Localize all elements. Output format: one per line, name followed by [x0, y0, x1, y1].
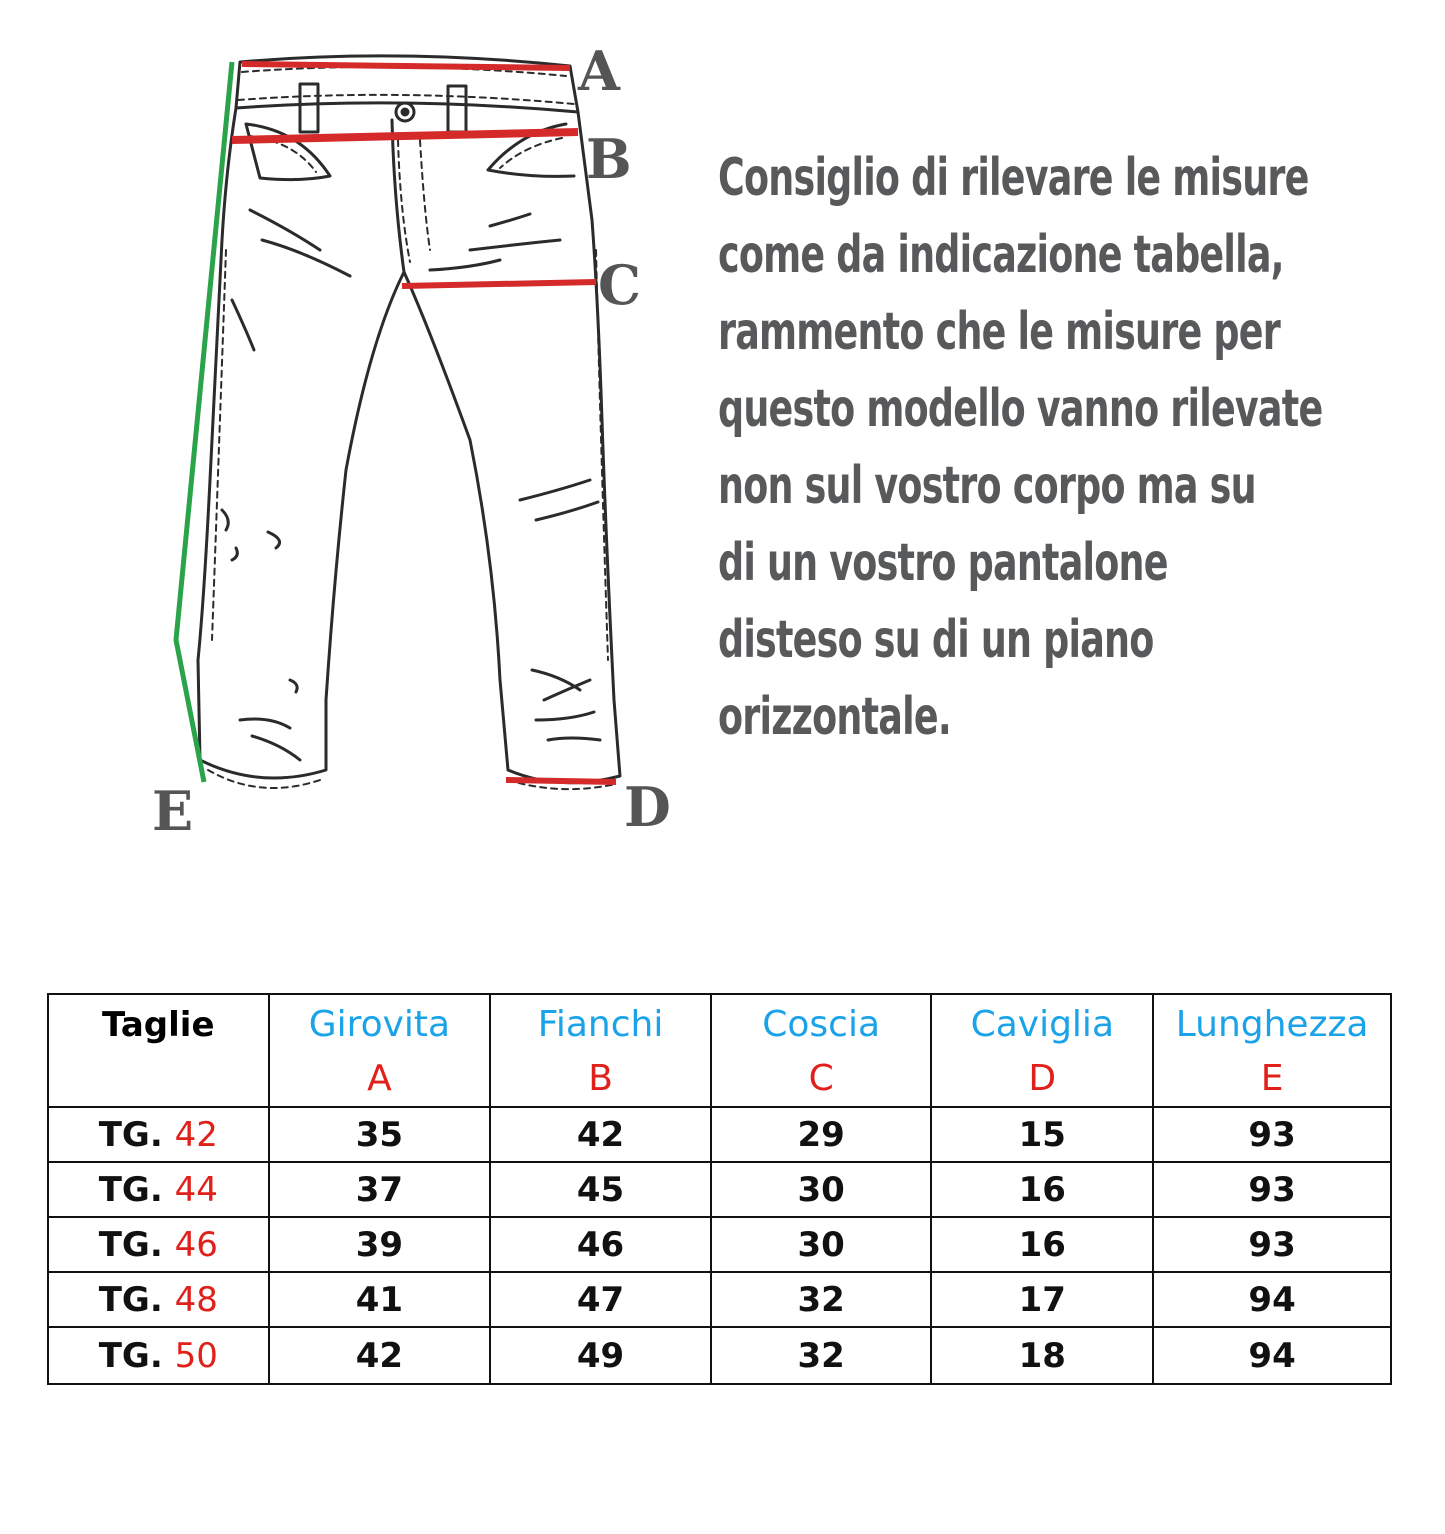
ankle-cell: 16: [931, 1217, 1153, 1272]
size-cell: [48, 1327, 269, 1384]
table-row: [48, 1107, 1391, 1162]
ankle-measure-line: [506, 780, 616, 782]
hips-cell: 49: [490, 1327, 711, 1384]
header-hips: [490, 994, 711, 1107]
size-prefix: TG.: [98, 1279, 163, 1320]
instruction-line: non sul vostro corpo ma su: [718, 456, 1256, 516]
size-number: 42: [174, 1114, 218, 1155]
waist-cell: 39: [269, 1217, 491, 1272]
hips-cell: 45: [490, 1162, 711, 1217]
waist-cell: 42: [269, 1327, 491, 1384]
size-cell: [48, 1107, 269, 1162]
header-letter: D: [1028, 1058, 1057, 1099]
header-label: Fianchi: [537, 1004, 664, 1045]
header-sizes: [48, 994, 269, 1107]
length-cell: 93: [1153, 1162, 1391, 1217]
table-row: [48, 1217, 1391, 1272]
length-measure-line: [176, 62, 232, 782]
thigh-measure-line: [402, 282, 596, 286]
length-cell: 93: [1153, 1217, 1391, 1272]
length-cell: 94: [1153, 1272, 1391, 1327]
size-cell: [48, 1162, 269, 1217]
thigh-cell: 29: [711, 1107, 932, 1162]
size-cell: [48, 1217, 269, 1272]
header-thigh: [711, 994, 932, 1107]
ankle-cell: 18: [931, 1327, 1153, 1384]
table-row: [48, 1327, 1391, 1384]
size-cell: [48, 1272, 269, 1327]
instruction-line: rammento che le misure per: [718, 302, 1280, 362]
size-prefix: TG.: [98, 1224, 163, 1265]
size-prefix: TG.: [98, 1335, 163, 1376]
label-d: D: [624, 775, 671, 839]
header-waist: [269, 994, 491, 1107]
instruction-line: disteso su di un piano: [718, 610, 1154, 670]
table-header-row: [48, 994, 1391, 1107]
label-c: C: [598, 253, 641, 317]
header-label: Girovita: [308, 1004, 451, 1045]
thigh-cell: 30: [711, 1217, 932, 1272]
ankle-cell: 16: [931, 1162, 1153, 1217]
measurement-instructions: [718, 140, 1323, 756]
instruction-line: orizzontale.: [718, 687, 951, 747]
header-letter: B: [588, 1058, 613, 1099]
thigh-cell: 32: [711, 1272, 932, 1327]
hips-cell: 47: [490, 1272, 711, 1327]
label-e: E: [152, 779, 194, 840]
header-ankle: [931, 994, 1153, 1107]
instruction-line: questo modello vanno rilevate: [718, 379, 1323, 439]
jeans-measurement-diagram: [140, 40, 700, 840]
waist-cell: 35: [269, 1107, 491, 1162]
header-letter: C: [808, 1058, 834, 1099]
instruction-line: di un vostro pantalone: [718, 533, 1168, 593]
jeans-outline: [198, 56, 620, 789]
length-cell: 93: [1153, 1107, 1391, 1162]
size-chart-table: [47, 993, 1392, 1385]
size-number: 46: [174, 1224, 218, 1265]
instruction-line: come da indicazione tabella,: [718, 225, 1284, 285]
waist-measure-line: [242, 64, 570, 68]
thigh-cell: 32: [711, 1327, 932, 1384]
ankle-cell: 15: [931, 1107, 1153, 1162]
waist-cell: 41: [269, 1272, 491, 1327]
label-b: B: [586, 127, 632, 191]
hips-cell: 42: [490, 1107, 711, 1162]
ankle-cell: 17: [931, 1272, 1153, 1327]
header-length: [1153, 994, 1391, 1107]
waist-cell: 37: [269, 1162, 491, 1217]
length-cell: 94: [1153, 1327, 1391, 1384]
size-prefix: TG.: [98, 1169, 163, 1210]
header-letter: A: [367, 1058, 392, 1099]
size-prefix: TG.: [98, 1114, 163, 1155]
header-label: Lunghezza: [1175, 1004, 1369, 1045]
hips-cell: 46: [490, 1217, 711, 1272]
header-label: Taglie: [102, 1005, 215, 1045]
thigh-cell: 30: [711, 1162, 932, 1217]
table-row: [48, 1162, 1391, 1217]
table-row: [48, 1272, 1391, 1327]
size-number: 44: [174, 1169, 218, 1210]
header-label: Caviglia: [970, 1004, 1114, 1045]
label-a: A: [578, 40, 620, 103]
instruction-line: Consiglio di rilevare le misure: [718, 148, 1309, 208]
header-label: Coscia: [762, 1004, 881, 1045]
header-letter: E: [1260, 1058, 1284, 1099]
size-number: 48: [174, 1279, 218, 1320]
size-number: 50: [174, 1335, 218, 1376]
